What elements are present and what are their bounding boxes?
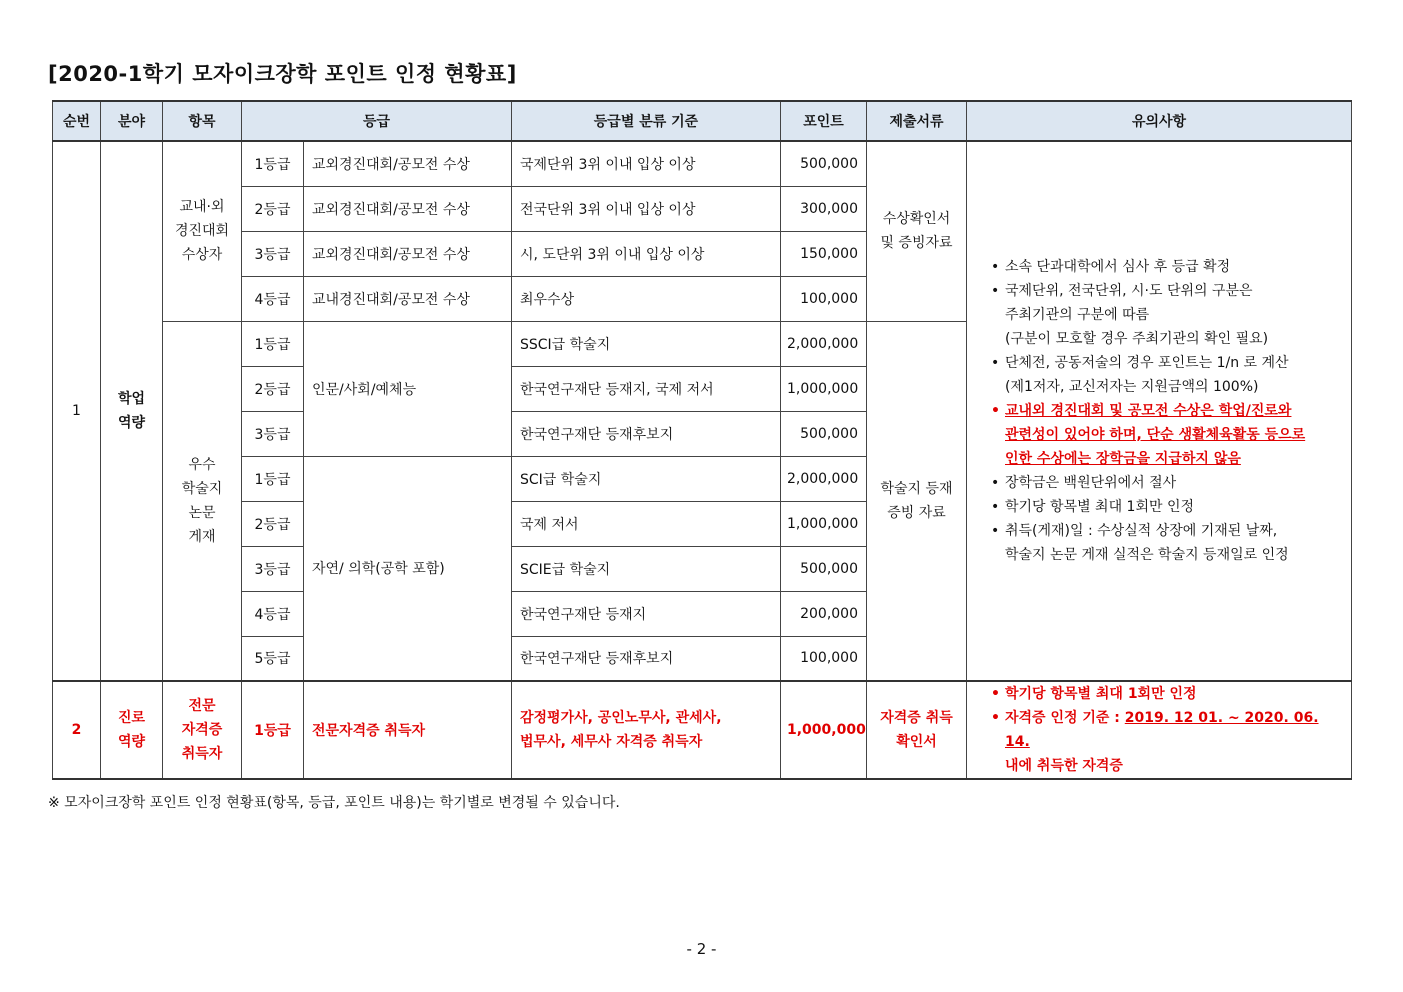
notes-list — [973, 682, 1345, 778]
criteria-cell: 시, 도단위 3위 이내 입상 이상 — [512, 231, 781, 276]
category-cell: 교외경진대회/공모전 수상 — [304, 231, 512, 276]
points-cell: 100,000 — [781, 636, 867, 681]
grade-cell: 4등급 — [242, 276, 304, 321]
category-cell: 교내경진대회/공모전 수상 — [304, 276, 512, 321]
category-cell: 자연/ 의학(공학 포함) — [304, 456, 512, 681]
grade-cell: 1등급 — [242, 321, 304, 366]
category-cell: 교외경진대회/공모전 수상 — [304, 141, 512, 186]
item-cell: 우수 학술지 논문 게재 — [163, 321, 242, 681]
notes-cell — [967, 681, 1352, 779]
grade-cell: 1등급 — [242, 456, 304, 501]
points-cell: 200,000 — [781, 591, 867, 636]
header-notes: 유의사항 — [967, 101, 1352, 141]
criteria-cell: 한국연구재단 등재후보지 — [512, 411, 781, 456]
grade-cell: 3등급 — [242, 546, 304, 591]
docs-cell: 자격증 취득 확인서 — [867, 681, 967, 779]
points-cell: 150,000 — [781, 231, 867, 276]
grade-cell: 2등급 — [242, 501, 304, 546]
field-cell: 진로 역량 — [101, 681, 163, 779]
points-cell: 100,000 — [781, 276, 867, 321]
points-cell: 1,000,000 — [781, 366, 867, 411]
points-cell: 1,000,000 — [781, 501, 867, 546]
field-cell: 학업 역량 — [101, 141, 163, 681]
note-suffix: 내에 취득한 자격증 — [1005, 758, 1123, 774]
note-item: • 취득(게재)일 : 수상실적 상장에 기재된 날짜, 학술지 논문 게재 실적은 학술지 등재일로 인정 — [991, 519, 1345, 567]
item-cell: 전문 자격증 취득자 — [163, 681, 242, 779]
notes-list — [973, 255, 1345, 567]
grade-cell: 2등급 — [242, 186, 304, 231]
category-cell: 교외경진대회/공모전 수상 — [304, 186, 512, 231]
grade-cell: 2등급 — [242, 366, 304, 411]
item-cell: 교내·외 경진대회 수상자 — [163, 141, 242, 321]
criteria-cell: 한국연구재단 등재지 — [512, 591, 781, 636]
points-cell: 500,000 — [781, 411, 867, 456]
table-header-row — [53, 101, 1352, 141]
note-item: • 학기당 항목별 최대 1회만 인정 — [991, 495, 1345, 519]
header-criteria: 등급별 분류 기준 — [512, 101, 781, 141]
category-cell: 전문자격증 취득자 — [304, 681, 512, 779]
grade-cell: 3등급 — [242, 231, 304, 276]
note-item: • 국제단위, 전국단위, 시·도 단위의 구분은 주최기관의 구분에 따름 (구분이 모호할 경우 주최기관의 확인 필요) — [991, 279, 1345, 351]
criteria-cell: 국제단위 3위 이내 입상 이상 — [512, 141, 781, 186]
page-title: [2020-1학기 모자이크장학 포인트 인정 현황표] — [48, 62, 517, 86]
table-row — [53, 141, 1352, 186]
note-item: • 장학금은 백원단위에서 절사 — [991, 471, 1345, 495]
notes-cell — [967, 141, 1352, 681]
points-cell: 500,000 — [781, 141, 867, 186]
criteria-cell: 감정평가사, 공인노무사, 관세사, 법무사, 세무사 자격증 취득자 — [512, 681, 781, 779]
criteria-cell: SCIE급 학술지 — [512, 546, 781, 591]
header-field: 분야 — [101, 101, 163, 141]
note-prefix: 자격증 인정 기준 : — [1005, 710, 1125, 726]
docs-cell: 학술지 등재 증빙 자료 — [867, 321, 967, 681]
category-cell: 인문/사회/예체능 — [304, 321, 512, 456]
criteria-cell: 한국연구재단 등재지, 국제 저서 — [512, 366, 781, 411]
criteria-cell: 국제 저서 — [512, 501, 781, 546]
grade-cell: 1등급 — [242, 681, 304, 779]
note-item — [991, 706, 1345, 778]
note-item: • 소속 단과대학에서 심사 후 등급 확정 — [991, 255, 1345, 279]
header-grade: 등급 — [242, 101, 512, 141]
footnote: ※ 모자이크장학 포인트 인정 현황표(항목, 등급, 포인트 내용)는 학기별로 변경될 수 있습니다. — [48, 795, 620, 811]
criteria-cell: SCI급 학술지 — [512, 456, 781, 501]
grade-cell: 5등급 — [242, 636, 304, 681]
grade-cell: 1등급 — [242, 141, 304, 186]
points-cell: 500,000 — [781, 546, 867, 591]
criteria-cell: 한국연구재단 등재후보지 — [512, 636, 781, 681]
header-item: 항목 — [163, 101, 242, 141]
header-seq: 순번 — [53, 101, 101, 141]
table-row-career — [53, 681, 1352, 779]
points-cell: 2,000,000 — [781, 321, 867, 366]
criteria-cell: 최우수상 — [512, 276, 781, 321]
note-item: • 단체전, 공동저술의 경우 포인트는 1/n 로 계산 (제1저자, 교신저자는 지원금액의 100%) — [991, 351, 1345, 399]
points-cell: 300,000 — [781, 186, 867, 231]
seq-cell: 1 — [53, 141, 101, 681]
page-number: - 2 - — [686, 940, 717, 958]
criteria-cell: SSCI급 학술지 — [512, 321, 781, 366]
points-cell: 1,000,000 — [781, 681, 867, 779]
docs-cell: 수상확인서 및 증빙자료 — [867, 141, 967, 321]
note-item-warning: • 교내외 경진대회 및 공모전 수상은 학업/진로와 관련성이 있어야 하며, 단순 생활체육활동 등으로 인한 수상에는 장학금을 지급하지 않음 — [991, 399, 1345, 471]
note-item: • 학기당 항목별 최대 1회만 인정 — [991, 682, 1345, 706]
grade-cell: 3등급 — [242, 411, 304, 456]
points-cell: 2,000,000 — [781, 456, 867, 501]
header-points: 포인트 — [781, 101, 867, 141]
grade-cell: 4등급 — [242, 591, 304, 636]
criteria-cell: 전국단위 3위 이내 입상 이상 — [512, 186, 781, 231]
seq-cell: 2 — [53, 681, 101, 779]
scholarship-points-table — [52, 100, 1352, 780]
note-dates: 2019. 12 01. ~ 2020. 06. 14. — [1005, 710, 1319, 750]
header-docs: 제출서류 — [867, 101, 967, 141]
